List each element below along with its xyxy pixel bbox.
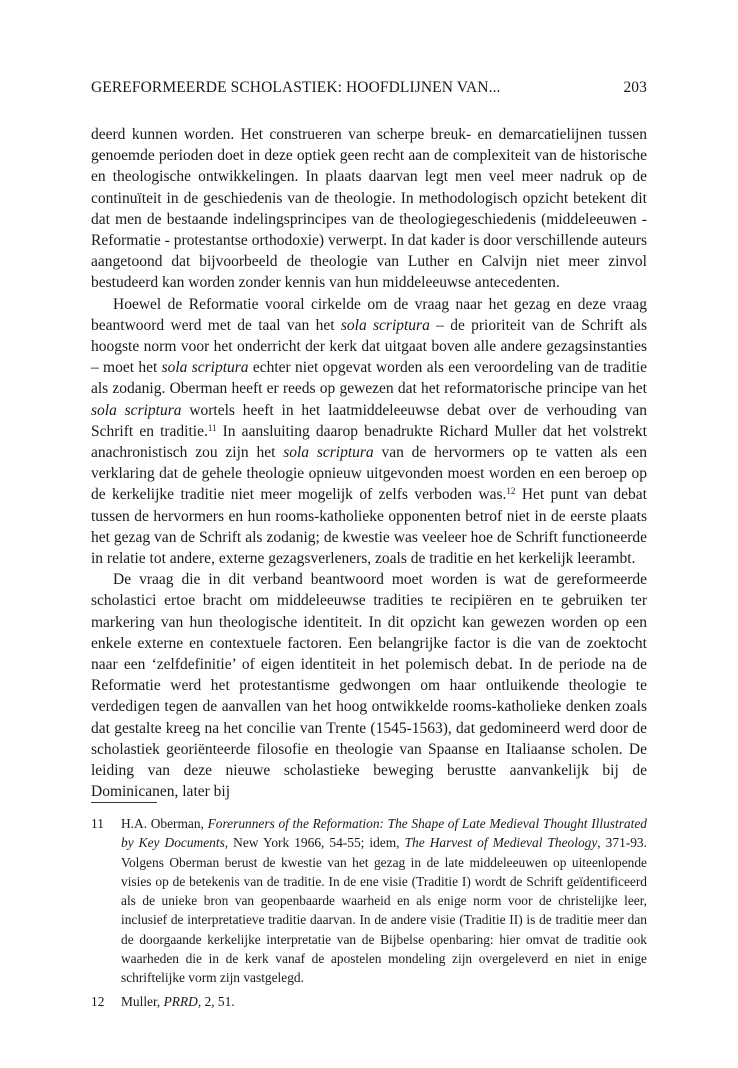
italic-title: The Harvest of Medieval Theology — [404, 835, 598, 851]
text-run: Muller, — [121, 993, 164, 1009]
footnote-12 — [91, 992, 647, 1011]
page-number: 203 — [623, 79, 647, 96]
text-run: , 371-93. Volgens Oberman berust de kwestie van het gezag in de late middeleeuwen op uiteenlopende visies op de betekenis van de traditie. In de ene visie (Traditie I) wordt de Schrift geïdentificeerd als de unieke bron van geopenbaarde waarheid en als enige norm voor de christelijke leer, inclusief de interpretatieve traditie daarvan. In de andere visie (Traditie II) is de traditie meer dan de doorgaande kerkelijke interpretatie van de Bijbelse openbaring: hier omvat de traditie ook waarheden die in de kerk vanaf de apostelen mondeling zijn overgeleverd en niet in enige schriftelijke vorm zijn vastgelegd. — [121, 835, 647, 986]
text-run: van de hervormers op te vatten als een verklaring dat de gehele theologie opnieuw uitgevonden moest worden en een beroep op de kerkelijke traditie niet meer mogelijk of zelfs verboden was. — [91, 444, 647, 504]
paragraph-3-text: De vraag die in dit verband beantwoord moet worden is wat de gereformeerde scholastici ertoe bracht om middeleeuwse tradities te recipiëren en te gebruiken ter markering van hun theologische identiteit. In dit opzicht kan gewezen worden op een enkele externe en contextuele factoren. Een belangrijke factor is die van de zoektocht naar een ‘zelfdefinitie’ of eigen identiteit in het polemisch debat. In de periode na de Reformatie werd het protestantisme gedwongen om haar ontluikende theologie te verdedigen tegen de aanvallen van het hoog ontwikkelde rooms-katholieke denken zoals dat gestalte kreeg na het concilie van Trente (1545-1563), dat gedomineerd werd door de scholastiek georiënteerde filosofie en theologie van Spaanse en Italiaanse scholen. De leiding van deze nieuwe scholastieke beweging berustte aanvankelijk bij de Dominicanen, later bij — [91, 571, 647, 801]
paragraph-1 — [91, 124, 647, 294]
text-run: In aansluiting daarop benadrukte Richard Muller dat het volstrekt anachronistisch zou zijn het — [91, 422, 647, 462]
footnote-ref-11[interactable]: 11 — [207, 422, 217, 433]
running-title: GEREFORMEERDE SCHOLASTIEK: HOOFDLIJNEN VAN... — [91, 79, 501, 96]
text-run: wortels heeft in het laatmiddeleeuwse debat over de verhouding van Schrift en traditie. — [91, 401, 647, 440]
text-run: , New York 1966, 54-55; idem, — [224, 835, 405, 851]
paragraph-3 — [91, 569, 647, 802]
italic-term: sola scriptura — [161, 359, 249, 377]
text-run: H.A. Oberman — [121, 816, 201, 831]
text-run: 2, 51. — [201, 993, 235, 1009]
paragraph-2 — [91, 294, 647, 570]
footnotes — [91, 814, 647, 1015]
footnote-ref-12[interactable]: 12 — [506, 486, 516, 497]
italic-title: , Forerunners of the Reformation: The Shape of Late Medieval Thought Illustrated by Key Documents — [121, 816, 647, 851]
paragraph-1-text: deerd kunnen worden. Het construeren van scherpe breuk- en demarcatielijnen tussen genoemde perioden doet in deze optiek geen recht aan de complexiteit van de historische en theologische ontwikkelingen. In plaats daarvan legt men veel meer nadruk op de continuïteit in de geschiedenis van de theologie. In methodologisch opzicht betekent dit dat men de bestaande indelingsprincipes van de theologiegeschiedenis (middeleeuwen - Reformatie - protestantse orthodoxie) verwerpt. In dat kader is door verschillende auteurs aangetoond dat bijvoorbeeld de theologie van Luther en Calvijn niet meer zinvol bestudeerd kan worden zonder kennis van hun middeleeuwse antecedenten. — [91, 126, 647, 292]
italic-term: sola scriptura — [283, 444, 374, 462]
text-run: – de prioriteit van de Schrift als hoogste norm voor het onderricht der kerk dat uitgaat boven alle andere gezagsinstanties – moet het — [91, 316, 648, 377]
italic-term: sola scriptura — [340, 316, 430, 334]
italic-title: PRRD, — [163, 993, 202, 1009]
footnote-number: 11 — [91, 816, 104, 831]
footnote-number: 12 — [91, 993, 105, 1009]
text-run: Hoewel de Reformatie vooral cirkelde om de vraag naar het gezag en deze vraag beantwoord werd met de taal van het — [91, 295, 647, 334]
main-text — [91, 124, 647, 803]
footnote-11 — [91, 814, 647, 988]
footnote-separator — [91, 802, 157, 803]
text-run: echter niet opgevat worden als een veroordeling van de traditie als zodanig. Oberman heeft er reeds op gewezen dat het reformatorische principe van het — [91, 359, 647, 398]
italic-term: sola scriptura — [91, 401, 182, 419]
text-run: Het punt van debat tussen de hervormers en hun rooms-katholieke opponenten betrof niet in de eerste plaats het gezag van de Schrift als zodanig; de kwestie was veeleer hoe de Schrift functioneerde in relatie tot andere, externe gezagsverleners, zoals de traditie en het kerkelijk leerambt. — [91, 486, 647, 568]
